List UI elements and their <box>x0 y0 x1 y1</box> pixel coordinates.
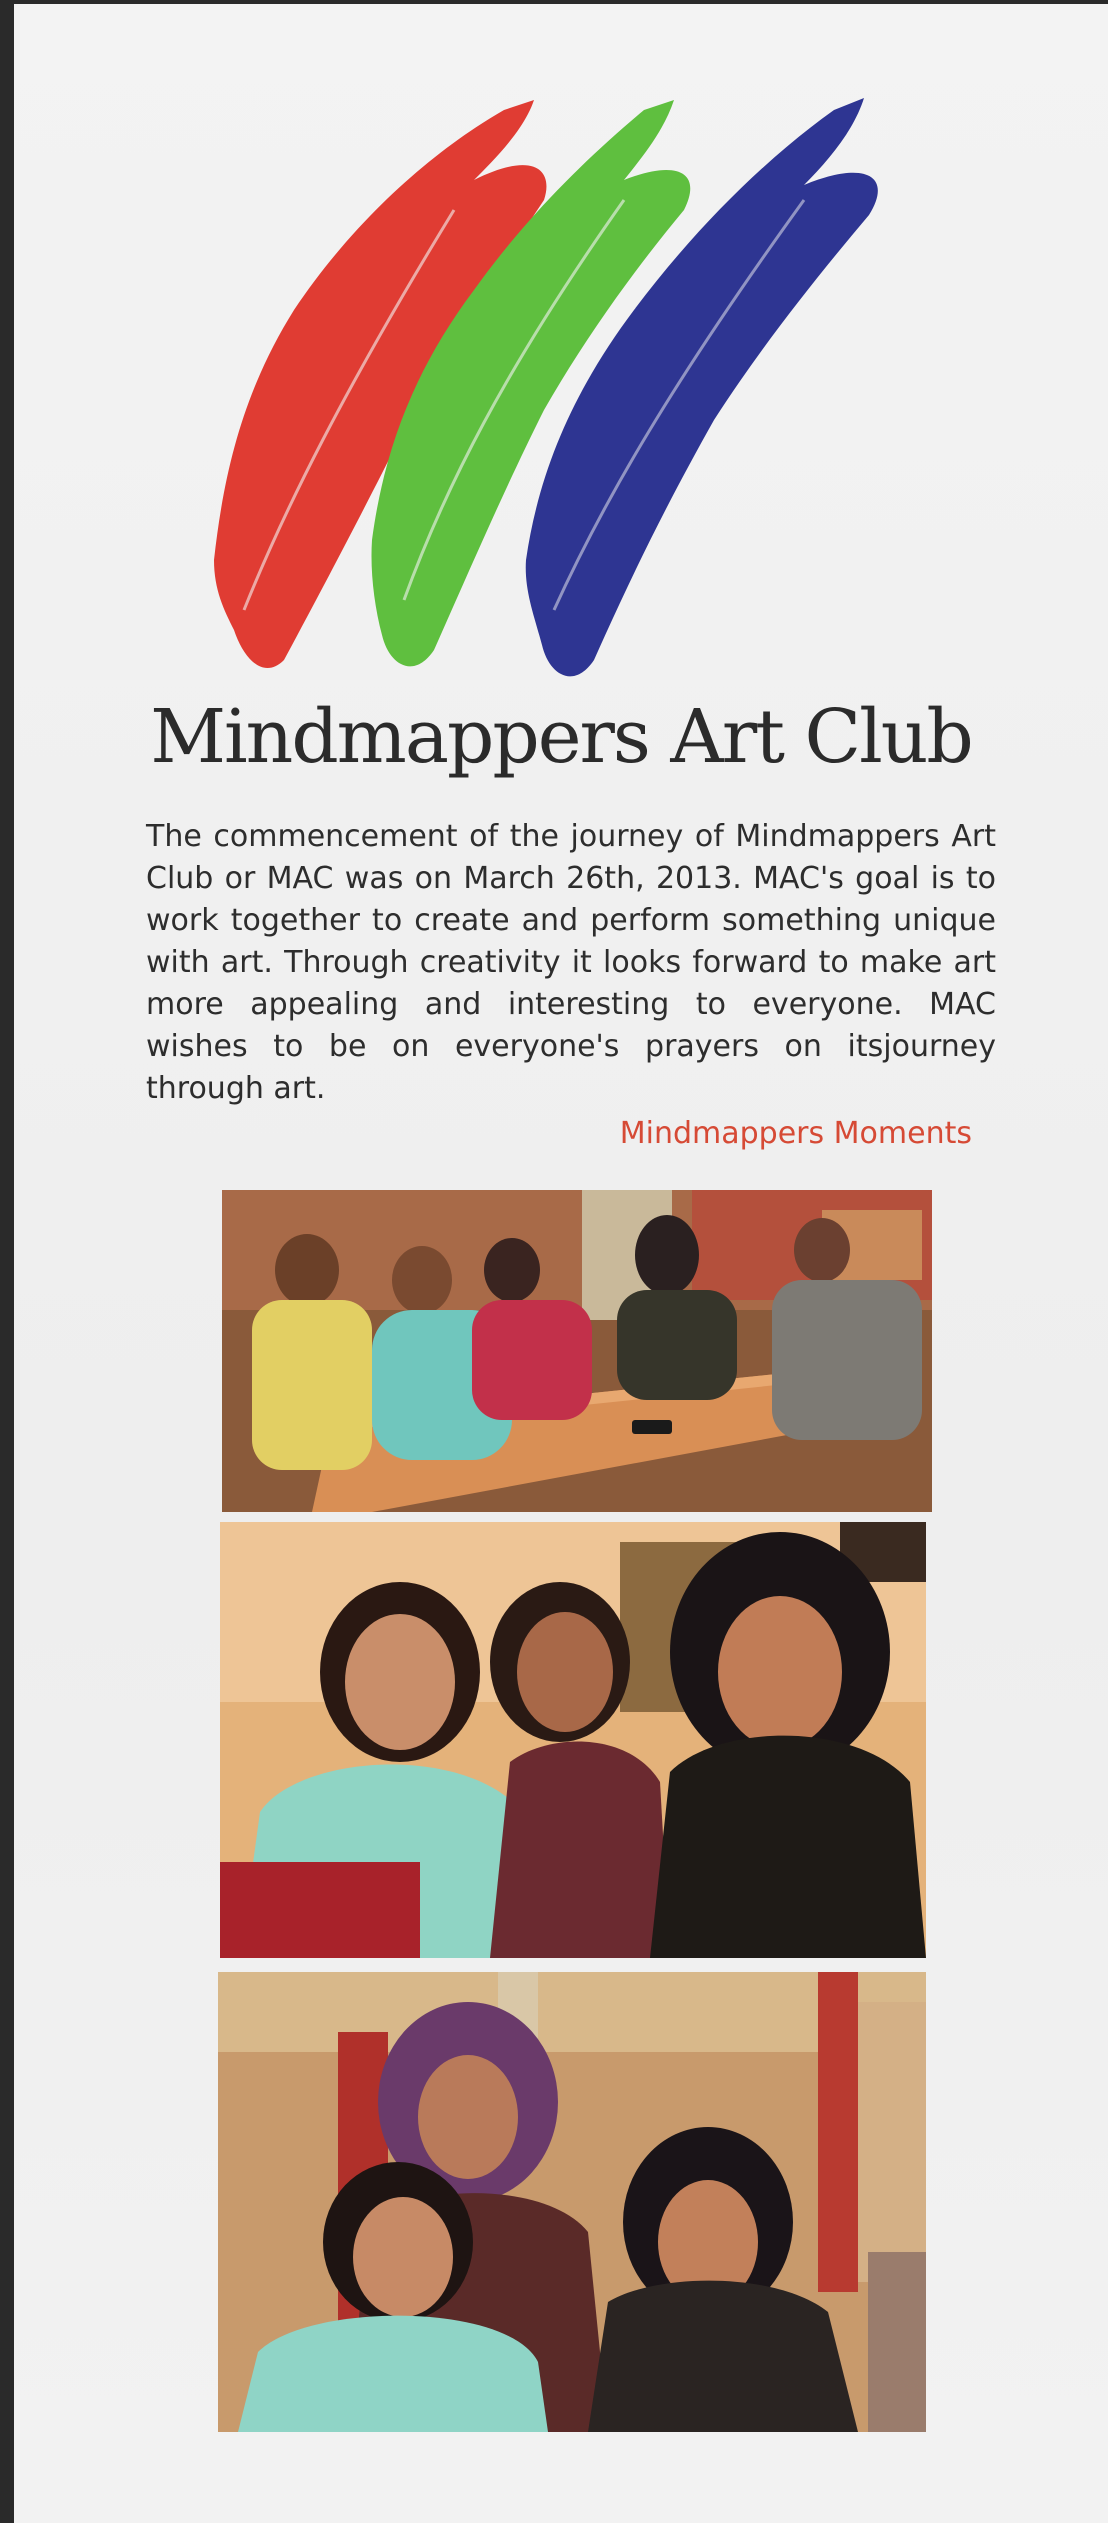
club-title: Mindmappers Art Club <box>150 694 972 780</box>
club-description: The commencement of the journey of Mindmappers Art Club or MAC was on March 26th, 2013. MAC's goal is to work together to create and perform something unique with art. Through creativity it looks forward to make art more appealing and interesting to everyone. MAC wishes to be on everyone's prayers on itsjourney through art. <box>146 819 996 1106</box>
paint-strokes-logo <box>204 90 974 690</box>
three-women-posing-photo <box>218 1972 926 2432</box>
section-label-moments: Mindmappers Moments <box>619 1116 972 1151</box>
three-women-closeup-photo <box>220 1522 926 1958</box>
group-at-table-photo <box>222 1190 932 1512</box>
brochure-page <box>14 4 1108 2523</box>
